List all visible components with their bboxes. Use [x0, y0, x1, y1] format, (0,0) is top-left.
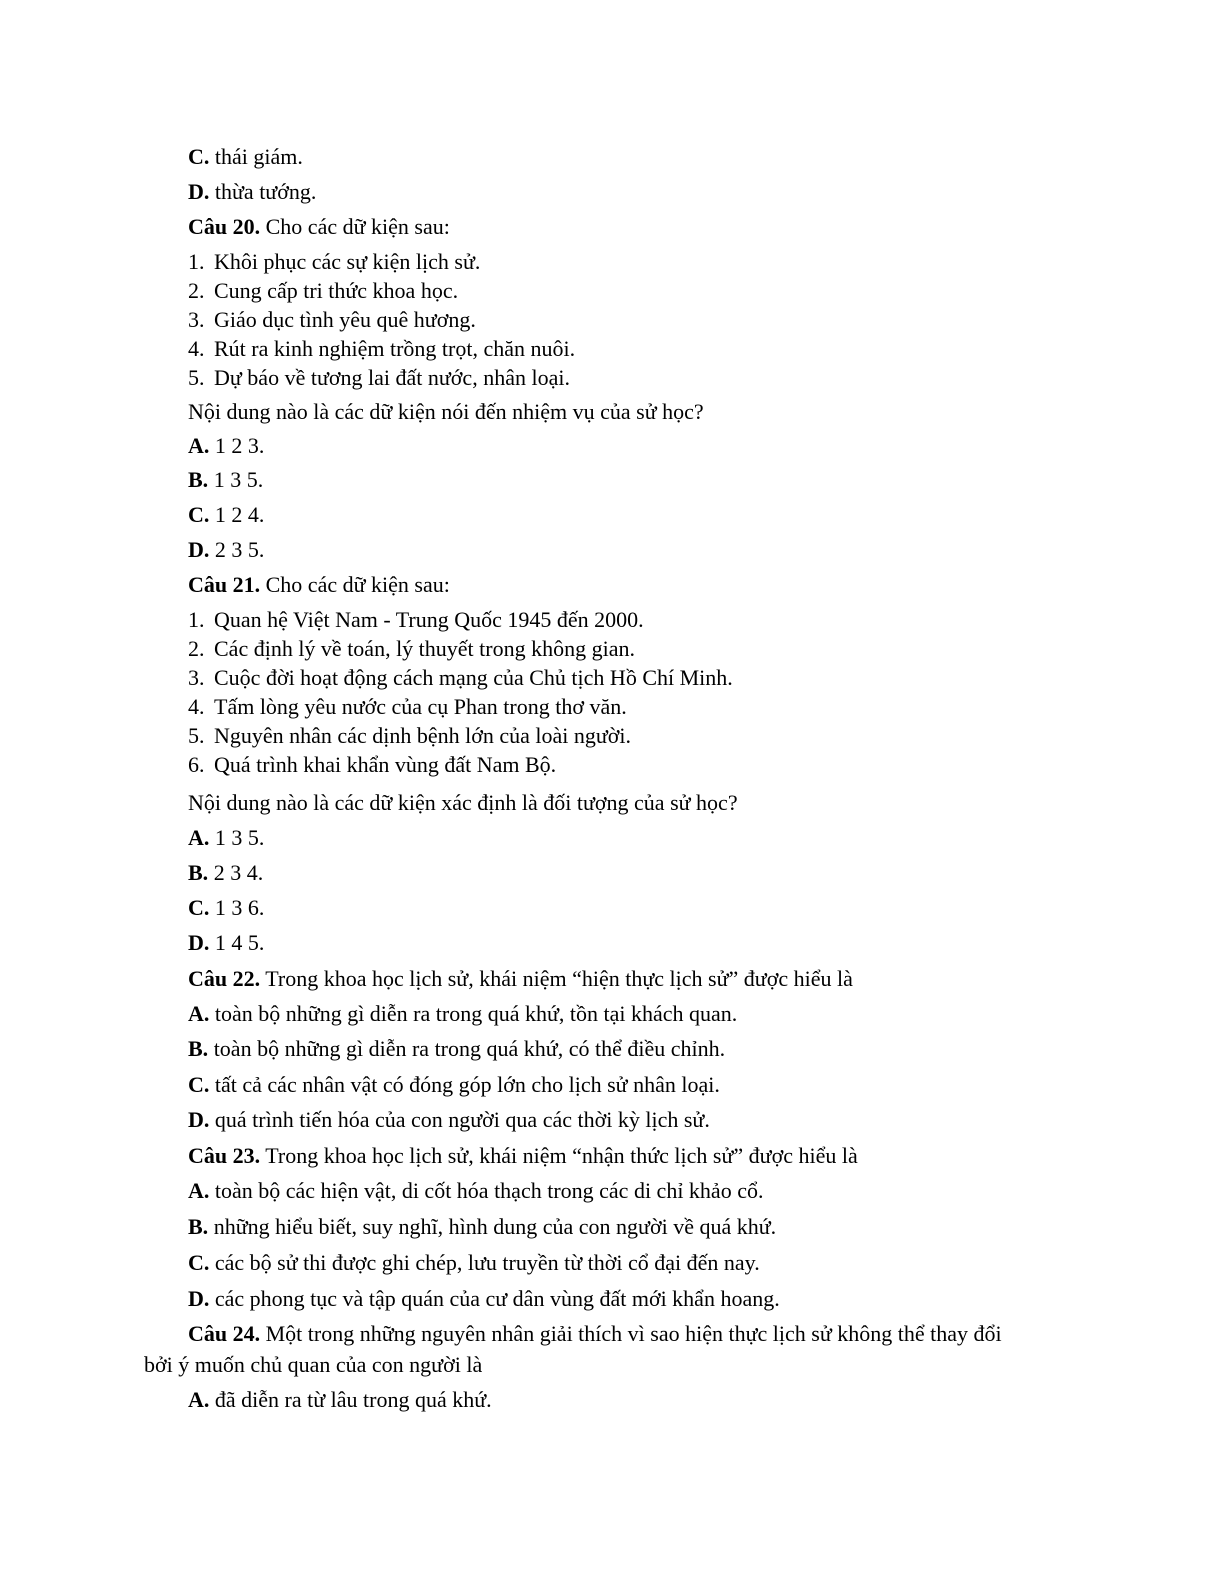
question-21-stem — [188, 574, 450, 596]
fact-text: Cuộc đời hoạt động cách mạng của Chủ tịch Hồ Chí Minh. — [214, 665, 733, 690]
fact-number: 2. — [188, 636, 205, 661]
question-label: Câu 20. — [188, 214, 261, 239]
q24-option-a — [188, 1389, 492, 1411]
q21-fact-5 — [188, 725, 631, 747]
fact-text: Rút ra kinh nghiệm trồng trọt, chăn nuôi. — [214, 336, 576, 361]
option-text: 2 3 4. — [208, 860, 264, 885]
q23-option-b — [188, 1216, 776, 1238]
question-20-stem — [188, 216, 450, 238]
option-text: 1 4 5. — [209, 930, 265, 955]
option-text: thừa tướng. — [209, 179, 317, 204]
option-text: đã diễn ra từ lâu trong quá khứ. — [209, 1387, 492, 1412]
option-letter: B. — [188, 467, 209, 492]
question-24-stem — [188, 1323, 1002, 1345]
question-stem: Một trong những nguyên nhân giải thích vì sao hiện thực lịch sử không thể thay đổi — [260, 1321, 1002, 1346]
q21-fact-6 — [188, 754, 556, 776]
option-text: 1 2 4. — [209, 502, 265, 527]
option-text: 1 3 5. — [209, 825, 265, 850]
option-text: 1 3 6. — [209, 895, 265, 920]
q20-fact-5 — [188, 367, 570, 389]
option-letter: C. — [188, 1072, 210, 1097]
question-stem: Trong khoa học lịch sử, khái niệm “nhận thức lịch sử” được hiểu là — [260, 1143, 858, 1168]
option-text: các phong tục và tập quán của cư dân vùng đất mới khẩn hoang. — [209, 1286, 780, 1311]
q21-fact-3 — [188, 667, 733, 689]
fact-number: 1. — [188, 249, 205, 274]
q20-fact-3 — [188, 309, 476, 331]
fact-number: 4. — [188, 336, 205, 361]
fact-text: Cung cấp tri thức khoa học. — [214, 278, 459, 303]
option-text: 1 2 3. — [209, 433, 265, 458]
question-stem: Trong khoa học lịch sử, khái niệm “hiện thực lịch sử” được hiểu là — [260, 966, 853, 991]
fact-text: Nguyên nhân các dịnh bệnh lớn của loài người. — [214, 723, 632, 748]
option-letter: B. — [188, 1036, 209, 1061]
option-c-prev — [188, 146, 303, 168]
fact-text: Quan hệ Việt Nam - Trung Quốc 1945 đến 2000. — [214, 607, 644, 632]
option-text: toàn bộ những gì diễn ra trong quá khứ, tồn tại khách quan. — [209, 1001, 738, 1026]
question-label: Câu 24. — [188, 1321, 261, 1346]
fact-text: Tấm lòng yêu nước của cụ Phan trong thơ văn. — [214, 694, 627, 719]
option-letter: D. — [188, 930, 210, 955]
fact-text: Dự báo về tương lai đất nước, nhân loại. — [214, 365, 570, 390]
fact-number: 6. — [188, 752, 205, 777]
question-label: Câu 22. — [188, 966, 261, 991]
option-letter: A. — [188, 825, 210, 850]
q20-option-b — [188, 469, 263, 491]
q22-option-a — [188, 1003, 737, 1025]
q21-fact-2 — [188, 638, 635, 660]
option-letter: D. — [188, 1107, 210, 1132]
q22-option-c — [188, 1074, 720, 1096]
q23-option-d — [188, 1288, 780, 1310]
option-letter: D. — [188, 1286, 210, 1311]
option-letter: C. — [188, 502, 210, 527]
fact-number: 5. — [188, 365, 205, 390]
option-text: thái giám. — [209, 144, 303, 169]
option-letter: D. — [188, 179, 210, 204]
fact-text: Các định lý về toán, lý thuyết trong không gian. — [214, 636, 635, 661]
q21-fact-1 — [188, 609, 644, 631]
option-text: toàn bộ những gì diễn ra trong quá khứ, có thể điều chỉnh. — [208, 1036, 726, 1061]
option-text: những hiểu biết, suy nghĩ, hình dung của con người về quá khứ. — [208, 1214, 777, 1239]
q20-fact-2 — [188, 280, 458, 302]
question-stem: Cho các dữ kiện sau: — [260, 572, 450, 597]
option-d-prev — [188, 181, 316, 203]
option-letter: C. — [188, 895, 210, 920]
q20-option-a — [188, 435, 264, 457]
fact-number: 2. — [188, 278, 205, 303]
q23-option-a — [188, 1180, 763, 1202]
option-text: quá trình tiến hóa của con người qua các thời kỳ lịch sử. — [209, 1107, 710, 1132]
q21-option-b — [188, 862, 263, 884]
q21-fact-4 — [188, 696, 627, 718]
question-label: Câu 23. — [188, 1143, 261, 1168]
q20-fact-1 — [188, 251, 480, 273]
q21-option-a — [188, 827, 264, 849]
option-text: các bộ sử thi được ghi chép, lưu truyền từ thời cổ đại đến nay. — [209, 1250, 760, 1275]
option-letter: A. — [188, 1178, 210, 1203]
fact-text: Khôi phục các sự kiện lịch sử. — [214, 249, 481, 274]
fact-number: 4. — [188, 694, 205, 719]
option-text: toàn bộ các hiện vật, di cốt hóa thạch trong các di chỉ khảo cổ. — [209, 1178, 764, 1203]
option-text: 1 3 5. — [208, 467, 264, 492]
option-letter: A. — [188, 1387, 210, 1412]
q22-option-d — [188, 1109, 710, 1131]
q20-question: Nội dung nào là các dữ kiện nói đến nhiệm vụ của sử học? — [188, 399, 704, 424]
fact-number: 3. — [188, 665, 205, 690]
fact-number: 3. — [188, 307, 205, 332]
q22-option-b — [188, 1038, 725, 1060]
q20-fact-4 — [188, 338, 575, 360]
question-stem: Cho các dữ kiện sau: — [260, 214, 450, 239]
option-text: 2 3 5. — [209, 537, 265, 562]
question-24-stem-continued: bởi ý muốn chủ quan của con người là — [144, 1352, 483, 1377]
fact-text: Quá trình khai khẩn vùng đất Nam Bộ. — [214, 752, 557, 777]
option-letter: C. — [188, 1250, 210, 1275]
q23-option-c — [188, 1252, 760, 1274]
fact-text: Giáo dục tình yêu quê hương. — [214, 307, 476, 332]
option-letter: A. — [188, 433, 210, 458]
option-letter: D. — [188, 537, 210, 562]
q21-question: Nội dung nào là các dữ kiện xác định là đối tượng của sử học? — [188, 790, 738, 815]
option-letter: B. — [188, 1214, 209, 1239]
fact-number: 1. — [188, 607, 205, 632]
option-letter: C. — [188, 144, 210, 169]
q21-option-c — [188, 897, 264, 919]
question-label: Câu 21. — [188, 572, 261, 597]
option-letter: B. — [188, 860, 209, 885]
option-letter: A. — [188, 1001, 210, 1026]
q20-option-d — [188, 539, 264, 561]
option-text: tất cả các nhân vật có đóng góp lớn cho lịch sử nhân loại. — [209, 1072, 720, 1097]
q21-option-d — [188, 932, 264, 954]
question-22-stem — [188, 968, 853, 990]
q20-option-c — [188, 504, 264, 526]
question-23-stem — [188, 1145, 858, 1167]
fact-number: 5. — [188, 723, 205, 748]
